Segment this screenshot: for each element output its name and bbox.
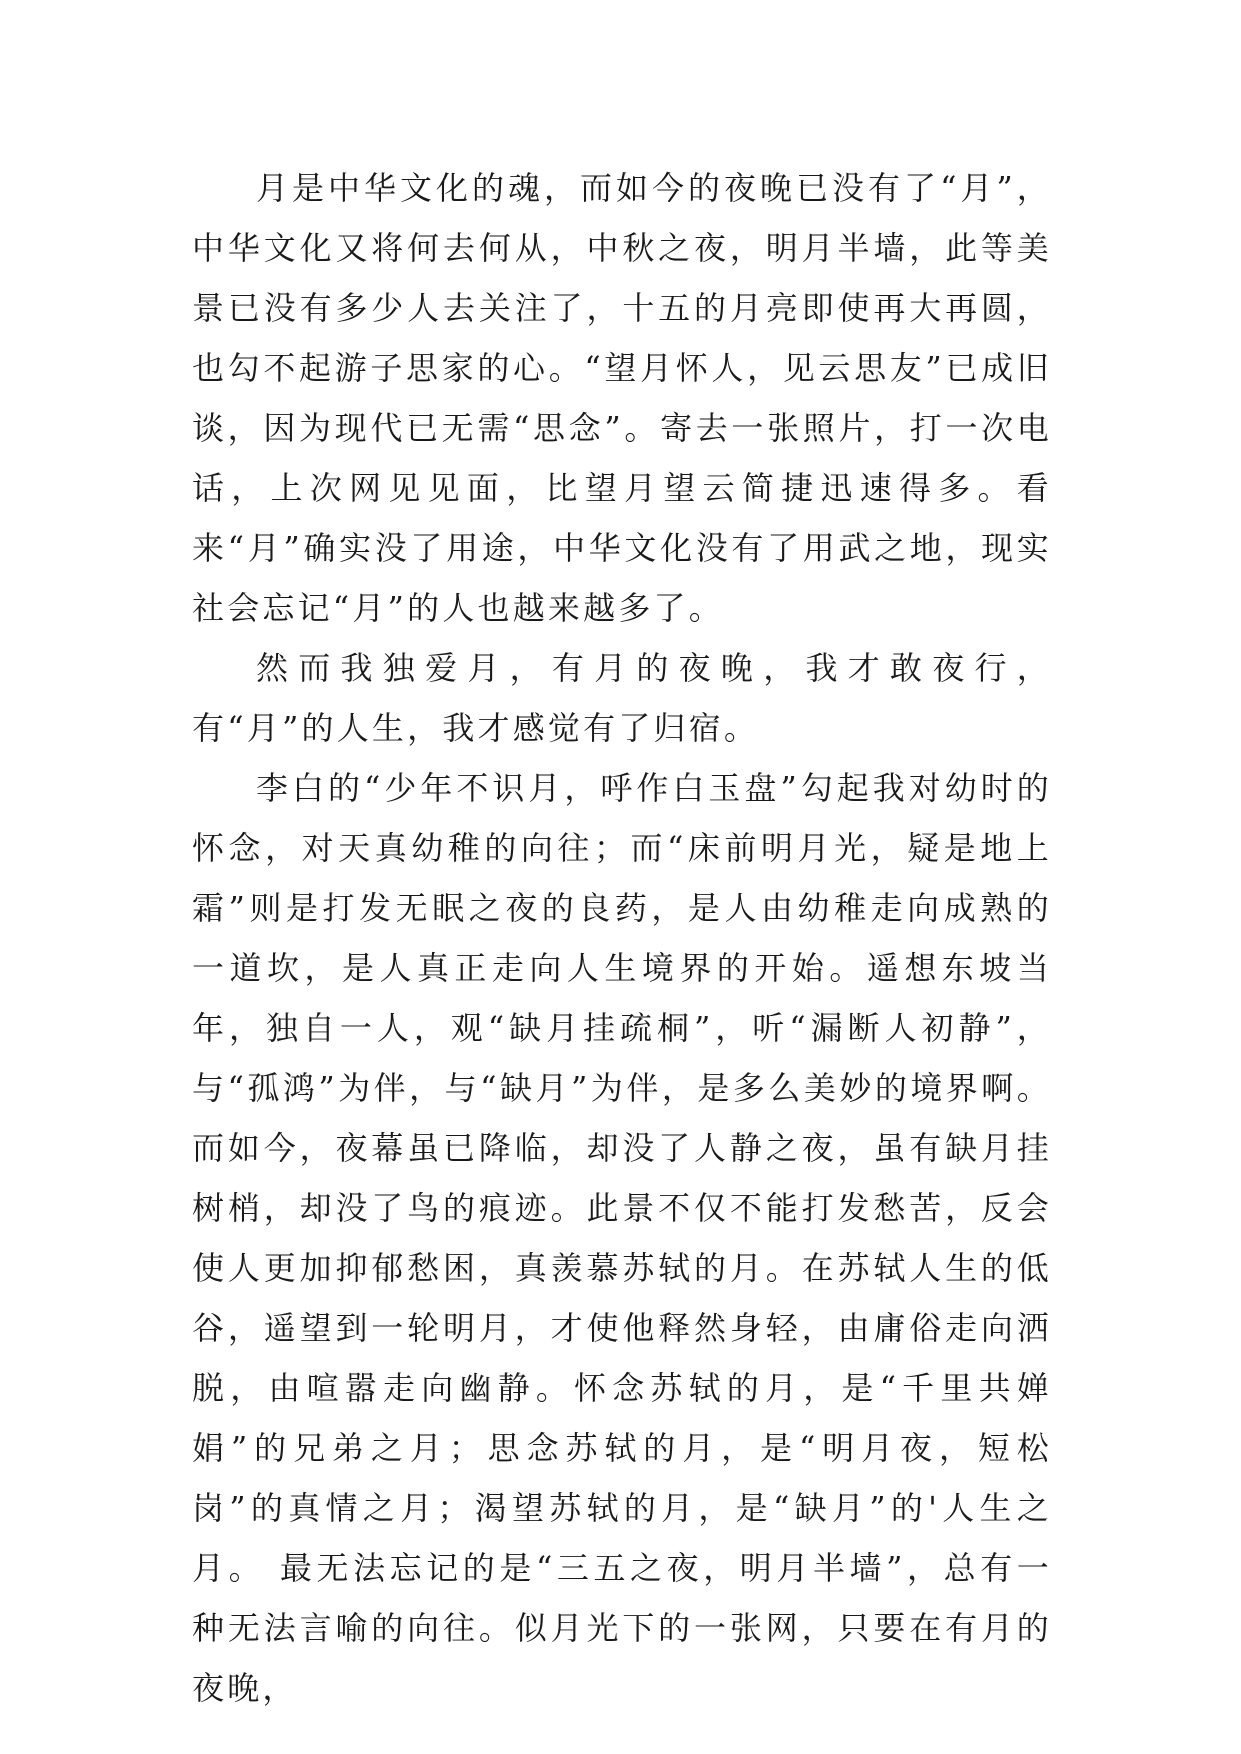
paragraph-1: 月是中华文化的魂，而如今的夜晚已没有了“月”，中华文化又将何去何从，中秋之夜，明月半墙，此等美景已没有多少人去关注了，十五的月亮即使再大再圆，也勾不起游子思家的心。“望月怀人，见云思友”已成旧谈，因为现代已无需“思念”。寄去一张照片，打一次电话，上次网见见面，比望月望云简捷迅速得多。看来“月”确实没了用途，中华文化没有了用武之地，现实社会忘记“月”的人也越来越多了。	[192, 169, 1052, 627]
essay-body	[192, 158, 1052, 1718]
paragraph-2: 然而我独爱月，有月的夜晚，我才敢夜行，有“月”的人生，我才感觉有了归宿。	[192, 649, 1052, 747]
paragraph-3: 李白的“少年不识月，呼作白玉盘”勾起我对幼时的怀念，对天真幼稚的向往；而“床前明月光，疑是地上霜”则是打发无眠之夜的良药，是人由幼稚走向成熟的一道坎，是人真正走向人生境界的开始。遥想东坡当年，独自一人，观“缺月挂疏桐”，听“漏断人初静”，与“孤鸿”为伴，与“缺月”为伴，是多么美妙的境界啊。而如今，夜幕虽已降临，却没了人静之夜，虽有缺月挂树梢，却没了鸟的痕迹。此景不仅不能打发愁苦，反会使人更加抑郁愁困，真羡慕苏轼的月。在苏轼人生的低谷，遥望到一轮明月，才使他释然身轻，由庸俗走向洒脱，由喧嚣走向幽静。怀念苏轼的月，是“千里共婵娟”的兄弟之月；思念苏轼的月，是“明月夜，短松岗”的真情之月；渴望苏轼的月，是“缺月”的'人生之月。 最无法忘记的是“三五之夜，明月半墙”，总有一种无法言喻的向往。似月光下的一张网，只要在有月的夜晚，	[192, 769, 1052, 1707]
